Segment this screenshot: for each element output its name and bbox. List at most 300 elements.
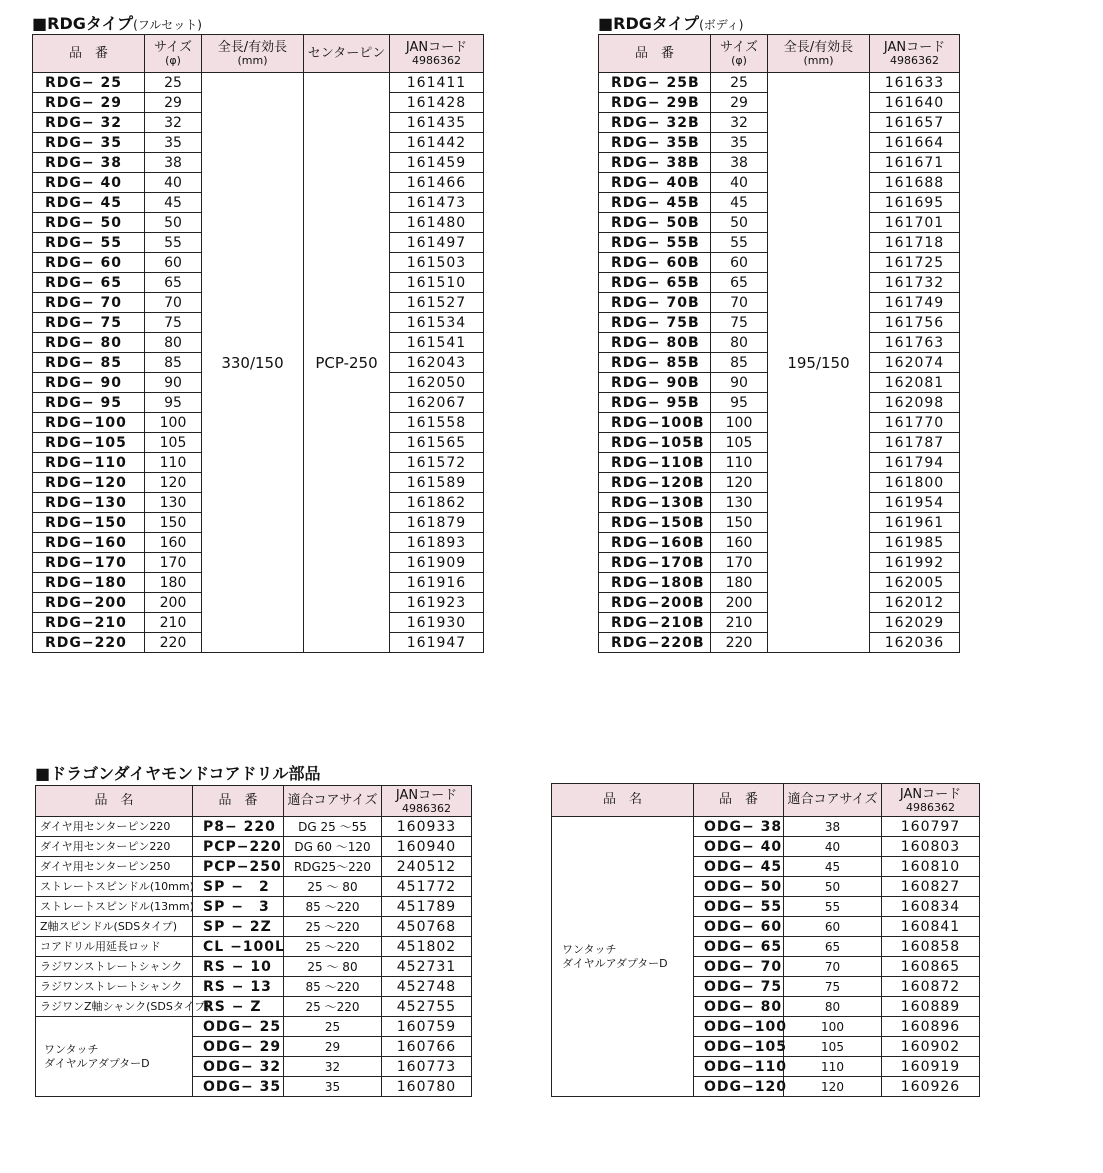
jan-cell: 162067 [390,393,484,413]
jan-cell: 452748 [382,977,472,997]
part-number-cell: RDG− 65B [599,273,711,293]
fit-size-cell: 50 [784,877,882,897]
header-jan-prefix: 4986362 [412,54,461,67]
fit-size-cell: 75 [784,977,882,997]
jan-cell: 162005 [870,573,960,593]
header-size-unit: (φ) [731,54,747,67]
jan-cell: 162012 [870,593,960,613]
size-cell: 90 [145,373,202,393]
group-name-line1: ワンタッチ [44,1042,99,1056]
part-number-cell: RDG− 50 [33,213,145,233]
jan-cell: 161893 [390,533,484,553]
part-number-cell: RDG− 35B [599,133,711,153]
part-number-cell: RDG−150B [599,513,711,533]
header-length-label: 全長/有効長 [783,40,854,55]
part-number-cell: RDG− 55 [33,233,145,253]
fit-size-cell: 100 [784,1017,882,1037]
jan-cell: 161565 [390,433,484,453]
jan-cell: 161657 [870,113,960,133]
table-row [36,917,472,937]
part-number-cell: ODG− 65 [694,937,784,957]
part-number-cell: ODG− 80 [694,997,784,1017]
part-number-cell: RDG− 40 [33,173,145,193]
size-cell: 55 [145,233,202,253]
size-cell: 80 [145,333,202,353]
size-cell: 160 [145,533,202,553]
size-cell: 40 [145,173,202,193]
body-table [598,34,960,653]
size-cell: 85 [711,353,768,373]
jan-cell: 160865 [882,957,980,977]
part-number-cell: RDG− 85B [599,353,711,373]
jan-cell: 161787 [870,433,960,453]
jan-cell: 451802 [382,937,472,957]
size-cell: 45 [145,193,202,213]
group-name-line2: ダイヤルアダプターD [44,1056,150,1070]
part-number-cell: ODG− 32 [193,1057,284,1077]
product-name-cell: コアドリル用延長ロッド [36,937,193,957]
header-product-name: 品 名 [36,786,193,817]
jan-cell: 160919 [882,1057,980,1077]
part-number-cell: ODG− 70 [694,957,784,977]
jan-cell: 452731 [382,957,472,977]
length-cell: 195/150 [768,73,870,653]
table-row [36,1017,472,1037]
jan-cell: 161671 [870,153,960,173]
size-cell: 100 [145,413,202,433]
body-title-sub: (ボディ) [699,18,744,32]
part-number-cell: RDG− 75 [33,313,145,333]
size-cell: 170 [711,553,768,573]
jan-cell: 161435 [390,113,484,133]
part-number-cell: RDG−180B [599,573,711,593]
part-number-cell: SP − 2 [193,877,284,897]
product-name-cell: ダイヤ用センターピン220 [36,817,193,837]
part-number-cell: ODG− 60 [694,917,784,937]
product-name-cell: ストレートスピンドル(13mm) [36,897,193,917]
part-number-cell: RDG− 90B [599,373,711,393]
jan-cell: 451789 [382,897,472,917]
jan-cell: 161497 [390,233,484,253]
size-cell: 110 [711,453,768,473]
jan-cell: 161688 [870,173,960,193]
size-cell: 50 [711,213,768,233]
part-number-cell: RDG−220 [33,633,145,653]
size-cell: 110 [145,453,202,473]
table-row [36,877,472,897]
fit-size-cell: 25 [284,1017,382,1037]
part-number-cell: RDG− 32B [599,113,711,133]
size-cell: 35 [711,133,768,153]
part-number-cell: RDG− 55B [599,233,711,253]
part-number-cell: ODG− 25 [193,1017,284,1037]
full-set-title-main: ■RDGタイプ [32,14,134,33]
header-size-label: サイズ [154,40,192,55]
jan-cell: 161732 [870,273,960,293]
part-number-cell: RDG−130 [33,493,145,513]
jan-cell: 450768 [382,917,472,937]
part-number-cell: PCP−250 [193,857,284,877]
jan-cell: 161879 [390,513,484,533]
size-cell: 75 [711,313,768,333]
part-number-cell: RDG− 29B [599,93,711,113]
jan-cell: 161664 [870,133,960,153]
jan-cell: 161947 [390,633,484,653]
table-row [36,837,472,857]
jan-cell: 161992 [870,553,960,573]
group-name-line1: ワンタッチ [562,942,617,956]
group-name-cell [36,1017,193,1097]
jan-cell: 160803 [882,837,980,857]
jan-cell: 161633 [870,73,960,93]
part-number-cell: ODG−110 [694,1057,784,1077]
fit-size-cell: 32 [284,1057,382,1077]
jan-cell: 161923 [390,593,484,613]
jan-cell: 160810 [882,857,980,877]
fit-size-cell: RDG25〜220 [284,857,382,877]
header-length [202,35,304,73]
part-number-cell: P8− 220 [193,817,284,837]
body-title [598,11,743,34]
jan-cell: 160827 [882,877,980,897]
part-number-cell: RDG−100 [33,413,145,433]
jan-cell: 160896 [882,1017,980,1037]
header-jan-prefix: 4986362 [402,801,451,815]
full-set-table-body [33,73,484,653]
part-number-cell: RDG− 85 [33,353,145,373]
part-number-cell: RDG− 90 [33,373,145,393]
part-number-cell: RDG− 45 [33,193,145,213]
part-number-cell: RDG− 60B [599,253,711,273]
part-number-cell: RDG− 40B [599,173,711,193]
table-row [36,977,472,997]
part-number-cell: RDG−110B [599,453,711,473]
jan-cell: 161589 [390,473,484,493]
fit-size-cell: 25 〜220 [284,917,382,937]
size-cell: 210 [145,613,202,633]
size-cell: 38 [711,153,768,173]
jan-cell: 161527 [390,293,484,313]
size-cell: 90 [711,373,768,393]
table-row [33,73,484,93]
fit-size-cell: 70 [784,957,882,977]
header-length-unit: (mm) [237,54,268,67]
part-number-cell: RDG− 70B [599,293,711,313]
size-cell: 45 [711,193,768,213]
size-cell: 85 [145,353,202,373]
body-table-body [599,73,960,653]
jan-cell: 162050 [390,373,484,393]
size-cell: 105 [711,433,768,453]
part-number-cell: RDG− 65 [33,273,145,293]
header-fit-size: 適合コアサイズ [784,784,882,817]
part-number-cell: ODG− 40 [694,837,784,857]
jan-cell: 161954 [870,493,960,513]
jan-cell: 160933 [382,817,472,837]
header-part-number: 品 番 [33,35,145,73]
part-number-cell: RS − 10 [193,957,284,977]
header-jan-label: JANコード [899,786,962,802]
jan-cell: 161718 [870,233,960,253]
jan-cell: 162081 [870,373,960,393]
jan-cell: 161916 [390,573,484,593]
product-name-cell: ストレートスピンドル(10mm) [36,877,193,897]
fit-size-cell: 85 〜220 [284,977,382,997]
fit-size-cell: 60 [784,917,882,937]
jan-cell: 451772 [382,877,472,897]
part-number-cell: ODG− 29 [193,1037,284,1057]
jan-cell: 161473 [390,193,484,213]
part-number-cell: RDG−160 [33,533,145,553]
size-cell: 65 [711,273,768,293]
header-length [768,35,870,73]
product-name-cell: Z軸スピンドル(SDSタイプ) [36,917,193,937]
size-cell: 180 [711,573,768,593]
jan-cell: 240512 [382,857,472,877]
fit-size-cell: 65 [784,937,882,957]
part-number-cell: RDG−105B [599,433,711,453]
full-set-title [32,11,202,34]
part-number-cell: ODG− 35 [193,1077,284,1097]
part-number-cell: RDG−120 [33,473,145,493]
header-size-label: サイズ [720,40,758,55]
group-name-line2: ダイヤルアダプターD [562,956,668,970]
jan-cell: 160773 [382,1057,472,1077]
jan-cell: 160902 [882,1037,980,1057]
size-cell: 50 [145,213,202,233]
part-number-cell: PCP−220 [193,837,284,857]
size-cell: 65 [145,273,202,293]
jan-cell: 162043 [390,353,484,373]
part-number-cell: RDG−220B [599,633,711,653]
fit-size-cell: 38 [784,817,882,837]
fit-size-cell: 29 [284,1037,382,1057]
size-cell: 60 [145,253,202,273]
product-name-cell: ダイヤ用センターピン220 [36,837,193,857]
part-number-cell: ODG− 45 [694,857,784,877]
size-cell: 80 [711,333,768,353]
size-cell: 40 [711,173,768,193]
part-number-cell: RDG−170 [33,553,145,573]
parts-title [35,761,321,784]
header-part-number: 品 番 [193,786,284,817]
jan-cell: 161794 [870,453,960,473]
size-cell: 220 [145,633,202,653]
part-number-cell: RDG−105 [33,433,145,453]
size-cell: 180 [145,573,202,593]
jan-cell: 161466 [390,173,484,193]
part-number-cell: RDG− 80B [599,333,711,353]
fit-size-cell: 55 [784,897,882,917]
jan-cell: 160841 [882,917,980,937]
product-name-cell: ラジワンストレートシャンク [36,957,193,977]
jan-cell: 161442 [390,133,484,153]
header-jan-label: JANコード [405,40,468,55]
size-cell: 120 [711,473,768,493]
size-cell: 210 [711,613,768,633]
part-number-cell: ODG−100 [694,1017,784,1037]
size-cell: 170 [145,553,202,573]
part-number-cell: RDG− 80 [33,333,145,353]
fit-size-cell: 40 [784,837,882,857]
part-number-cell: SP − 2Z [193,917,284,937]
jan-cell: 162029 [870,613,960,633]
part-number-cell: CL −100L [193,937,284,957]
full-set-title-sub: (フルセット) [133,18,202,32]
size-cell: 150 [711,513,768,533]
jan-cell: 161534 [390,313,484,333]
size-cell: 95 [711,393,768,413]
body-title-main: ■RDGタイプ [598,14,700,33]
header-size-unit: (φ) [165,54,181,67]
fit-size-cell: 25 〜 80 [284,957,382,977]
jan-cell: 161800 [870,473,960,493]
header-part-number: 品 番 [694,784,784,817]
size-cell: 75 [145,313,202,333]
part-number-cell: SP − 3 [193,897,284,917]
header-jan [382,786,472,817]
header-product-name: 品 名 [552,784,694,817]
part-number-cell: RDG− 70 [33,293,145,313]
jan-cell: 161909 [390,553,484,573]
product-name-cell: ダイヤ用センターピン250 [36,857,193,877]
size-cell: 130 [145,493,202,513]
part-number-cell: RDG−210 [33,613,145,633]
product-name-cell: ラジワンZ軸シャンク(SDSタイプ) [36,997,193,1017]
part-number-cell: RDG− 35 [33,133,145,153]
group-name-cell [552,817,694,1097]
part-number-cell: RDG−130B [599,493,711,513]
jan-cell: 160872 [882,977,980,997]
header-jan-label: JANコード [395,787,458,803]
jan-cell: 161510 [390,273,484,293]
part-number-cell: RDG− 25B [599,73,711,93]
jan-cell: 161572 [390,453,484,473]
fit-size-cell: 45 [784,857,882,877]
part-number-cell: RDG− 75B [599,313,711,333]
parts-table-body [36,817,472,1097]
fit-size-cell: DG 60 〜120 [284,837,382,857]
size-cell: 105 [145,433,202,453]
part-number-cell: RDG− 95B [599,393,711,413]
header-part-number: 品 番 [599,35,711,73]
fit-size-cell: 25 〜220 [284,997,382,1017]
part-number-cell: RDG−150 [33,513,145,533]
size-cell: 35 [145,133,202,153]
odg-table-body [552,817,980,1097]
part-number-cell: ODG− 50 [694,877,784,897]
jan-cell: 161770 [870,413,960,433]
part-number-cell: RDG− 45B [599,193,711,213]
part-number-cell: ODG− 55 [694,897,784,917]
size-cell: 200 [711,593,768,613]
centerpin-cell: PCP-250 [304,73,390,653]
jan-cell: 162098 [870,393,960,413]
part-number-cell: RDG− 32 [33,113,145,133]
header-fit-size: 適合コアサイズ [284,786,382,817]
jan-cell: 161756 [870,313,960,333]
table-row [552,817,980,837]
header-jan [882,784,980,817]
part-number-cell: ODG−105 [694,1037,784,1057]
fit-size-cell: 80 [784,997,882,1017]
table-row [36,997,472,1017]
size-cell: 70 [145,293,202,313]
jan-cell: 161459 [390,153,484,173]
jan-cell: 161541 [390,333,484,353]
jan-cell: 161763 [870,333,960,353]
header-centerpin: センターピン [304,35,390,73]
jan-cell: 452755 [382,997,472,1017]
table-row [36,957,472,977]
jan-cell: 161695 [870,193,960,213]
jan-cell: 161862 [390,493,484,513]
part-number-cell: ODG−120 [694,1077,784,1097]
jan-cell: 160940 [382,837,472,857]
header-jan-label: JANコード [883,40,946,55]
part-number-cell: RDG− 25 [33,73,145,93]
jan-cell: 160889 [882,997,980,1017]
size-cell: 32 [145,113,202,133]
jan-cell: 160926 [882,1077,980,1097]
part-number-cell: RDG−110 [33,453,145,473]
fit-size-cell: DG 25 〜55 [284,817,382,837]
part-number-cell: RDG− 38B [599,153,711,173]
jan-cell: 161701 [870,213,960,233]
jan-cell: 161985 [870,533,960,553]
jan-cell: 160780 [382,1077,472,1097]
size-cell: 220 [711,633,768,653]
header-jan-prefix: 4986362 [906,800,955,814]
table-row [599,73,960,93]
jan-cell: 162036 [870,633,960,653]
jan-cell: 161503 [390,253,484,273]
jan-cell: 161725 [870,253,960,273]
part-number-cell: RDG−200B [599,593,711,613]
fit-size-cell: 105 [784,1037,882,1057]
size-cell: 100 [711,413,768,433]
parts-table [35,785,472,1097]
size-cell: 29 [711,93,768,113]
part-number-cell: RDG− 29 [33,93,145,113]
part-number-cell: RDG− 50B [599,213,711,233]
table-row [36,937,472,957]
part-number-cell: ODG− 75 [694,977,784,997]
size-cell: 120 [145,473,202,493]
part-number-cell: RDG−200 [33,593,145,613]
jan-cell: 161558 [390,413,484,433]
jan-cell: 161640 [870,93,960,113]
header-jan [390,35,484,73]
part-number-cell: RS − 13 [193,977,284,997]
size-cell: 70 [711,293,768,313]
table-row [36,817,472,837]
jan-cell: 161411 [390,73,484,93]
header-jan-prefix: 4986362 [890,54,939,67]
size-cell: 29 [145,93,202,113]
jan-cell: 160858 [882,937,980,957]
product-name-cell: ラジワンストレートシャンク [36,977,193,997]
table-row [36,857,472,877]
fit-size-cell: 110 [784,1057,882,1077]
part-number-cell: RDG−120B [599,473,711,493]
jan-cell: 160766 [382,1037,472,1057]
table-row [36,897,472,917]
size-cell: 25 [145,73,202,93]
header-size [711,35,768,73]
jan-cell: 162074 [870,353,960,373]
part-number-cell: RS − Z [193,997,284,1017]
